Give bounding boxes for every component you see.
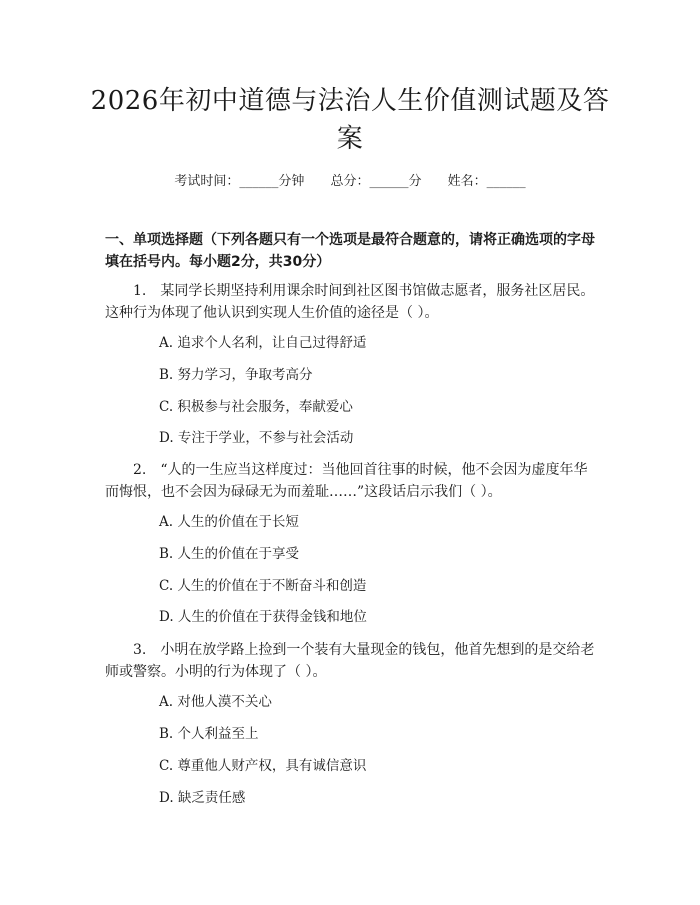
question-option: C. 尊重他人财产权，具有诚信意识 <box>159 758 367 774</box>
question-option: B. 人生的价值在于享受 <box>159 546 300 562</box>
question-option: A. 追求个人名利，让自己过得舒适 <box>159 335 367 351</box>
question-option: B. 个人利益至上 <box>159 726 259 742</box>
question-stem: 3. 小明在放学路上捡到一个装有大量现金的钱包，他首先想到的是交给老师或警察。小明的行为体现了（ ）。 <box>105 642 595 680</box>
question-option: D. 人生的价值在于获得金钱和地位 <box>159 609 367 625</box>
total-score-label: 总分：______分 <box>330 174 422 189</box>
exam-info-line <box>0 170 700 189</box>
question-option: C. 积极参与社会服务，奉献爱心 <box>159 399 353 415</box>
question-option: C. 人生的价值在于不断奋斗和创造 <box>159 578 367 594</box>
page-title: 2026年初中道德与法治人生价值测试题及答案 <box>90 86 610 154</box>
question-option: D. 专注于学业，不参与社会活动 <box>159 430 354 446</box>
section-heading: 一、单项选择题（下列各题只有一个选项是最符合题意的，请将正确选项的字母填在括号内。每小题2分，共30分） <box>105 232 595 270</box>
question-option: D. 缺乏责任感 <box>159 790 246 806</box>
question-option: B. 努力学习，争取考高分 <box>159 367 313 383</box>
question-option: A. 对他人漠不关心 <box>159 694 272 710</box>
student-name-label: 姓名：______ <box>447 174 526 189</box>
question-stem: 1. 某同学长期坚持利用课余时间到社区图书馆做志愿者，服务社区居民。这种行为体现了他认识到实现人生价值的途径是（ ）。 <box>105 283 595 321</box>
question-stem: 2. “人的一生应当这样度过：当他回首往事的时候，他不会因为虚度年华而悔恨，也不会因为碌碌无为而羞耻……”这段话启示我们（ ）。 <box>105 462 588 500</box>
question-option: A. 人生的价值在于长短 <box>159 514 299 530</box>
exam-time-label: 考试时间：______分钟 <box>174 174 305 189</box>
